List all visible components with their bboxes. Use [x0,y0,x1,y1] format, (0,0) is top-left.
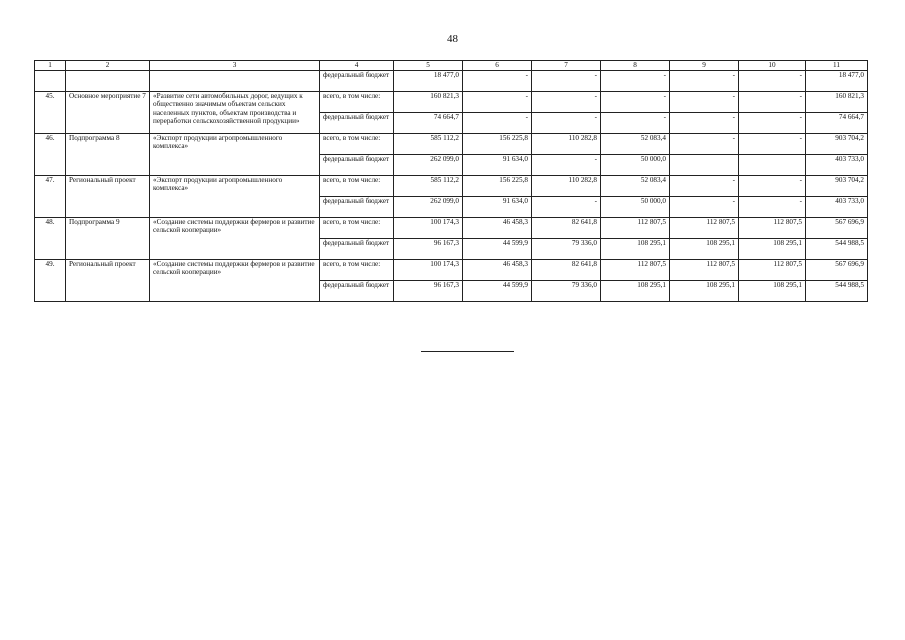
funding-source: федеральный бюджет [320,239,394,260]
col-header-8: 8 [601,61,670,71]
amount-cell: 110 282,8 [532,176,601,197]
funding-source: федеральный бюджет [320,71,394,92]
col-header-4: 4 [320,61,394,71]
amount-cell: 18 477,0 [806,71,868,92]
row-number [35,71,66,92]
funding-source: всего, в том числе: [320,260,394,281]
amount-cell: 112 807,5 [601,218,670,239]
amount-cell: 544 988,5 [806,239,868,260]
amount-cell: - [670,71,739,92]
amount-cell: 44 599,9 [463,281,532,302]
row-description: «Экспорт продукции агропромышленного комплекса» [150,134,320,176]
amount-cell: 403 733,0 [806,155,868,176]
row-name: Основное мероприятие 7 [66,92,150,134]
amount-cell: 112 807,5 [670,260,739,281]
budget-table [34,60,868,302]
amount-cell: 50 000,0 [601,197,670,218]
row-description: «Создание системы поддержки фермеров и развитие сельской кооперации» [150,218,320,260]
amount-cell: 112 807,5 [739,260,806,281]
amount-cell: 110 282,8 [532,134,601,155]
amount-cell: - [670,176,739,197]
amount-cell: 112 807,5 [739,218,806,239]
col-header-5: 5 [394,61,463,71]
row-description: «Экспорт продукции агропромышленного комплекса» [150,176,320,218]
amount-cell: 544 988,5 [806,281,868,302]
table-row [35,134,868,155]
amount-cell: 156 225,8 [463,134,532,155]
amount-cell: - [532,197,601,218]
table-row [35,176,868,197]
row-number: 49. [35,260,66,302]
row-number: 48. [35,218,66,260]
amount-cell: 96 167,3 [394,239,463,260]
row-description: «Создание системы поддержки фермеров и развитие сельской кооперации» [150,260,320,302]
funding-source: всего, в том числе: [320,134,394,155]
amount-cell: - [739,113,806,134]
amount-cell: - [670,92,739,113]
amount-cell: - [739,71,806,92]
amount-cell: - [670,197,739,218]
amount-cell [739,155,806,176]
amount-cell: 567 696,9 [806,218,868,239]
amount-cell: - [463,113,532,134]
amount-cell: 44 599,9 [463,239,532,260]
amount-cell: 108 295,1 [739,239,806,260]
row-description [150,71,320,92]
col-header-3: 3 [150,61,320,71]
amount-cell: 903 704,2 [806,176,868,197]
amount-cell: 91 634,0 [463,155,532,176]
amount-cell: - [670,134,739,155]
col-header-6: 6 [463,61,532,71]
amount-cell: - [739,197,806,218]
funding-source: всего, в том числе: [320,218,394,239]
amount-cell: 52 083,4 [601,176,670,197]
funding-source: всего, в том числе: [320,92,394,113]
amount-cell: - [739,92,806,113]
amount-cell: 52 083,4 [601,134,670,155]
amount-cell: 112 807,5 [601,260,670,281]
amount-cell: 100 174,3 [394,218,463,239]
amount-cell: 108 295,1 [601,281,670,302]
amount-cell: - [739,176,806,197]
table-row [35,260,868,281]
amount-cell: 18 477,0 [394,71,463,92]
funding-source: федеральный бюджет [320,197,394,218]
amount-cell: 91 634,0 [463,197,532,218]
row-number: 47. [35,176,66,218]
amount-cell: 46 458,3 [463,260,532,281]
amount-cell: 79 336,0 [532,281,601,302]
table-row [35,218,868,239]
amount-cell: 567 696,9 [806,260,868,281]
amount-cell: 108 295,1 [601,239,670,260]
header-row [35,61,868,71]
amount-cell: 50 000,0 [601,155,670,176]
amount-cell: - [532,92,601,113]
amount-cell: - [532,155,601,176]
amount-cell: 79 336,0 [532,239,601,260]
amount-cell: 74 664,7 [394,113,463,134]
row-number: 45. [35,92,66,134]
col-header-10: 10 [739,61,806,71]
row-name: Подпрограмма 9 [66,218,150,260]
amount-cell: - [463,92,532,113]
funding-source: федеральный бюджет [320,155,394,176]
amount-cell: - [463,71,532,92]
funding-source: федеральный бюджет [320,113,394,134]
amount-cell: - [670,113,739,134]
amount-cell [670,155,739,176]
table-row [35,71,868,92]
amount-cell: - [601,92,670,113]
funding-source: всего, в том числе: [320,176,394,197]
row-number: 46. [35,134,66,176]
funding-source: федеральный бюджет [320,281,394,302]
amount-cell: 160 821,3 [806,92,868,113]
col-header-2: 2 [66,61,150,71]
amount-cell: 108 295,1 [739,281,806,302]
amount-cell: 903 704,2 [806,134,868,155]
amount-cell: 96 167,3 [394,281,463,302]
col-header-9: 9 [670,61,739,71]
amount-cell: 262 099,0 [394,197,463,218]
row-description: «Развитие сети автомобильных дорог, ведущих к общественно значимым объектам сельских населенных пунктов, объектам производства и переработки сельскохозяйственной продукции» [150,92,320,134]
row-name: Региональный проект [66,260,150,302]
amount-cell: 585 112,2 [394,134,463,155]
col-header-1: 1 [35,61,66,71]
amount-cell: - [532,113,601,134]
amount-cell: 262 099,0 [394,155,463,176]
amount-cell: - [601,71,670,92]
table-body [35,71,868,302]
amount-cell: 108 295,1 [670,281,739,302]
amount-cell: - [532,71,601,92]
col-header-7: 7 [532,61,601,71]
amount-cell: 156 225,8 [463,176,532,197]
end-divider [421,351,514,352]
table-row [35,92,868,113]
col-header-11: 11 [806,61,868,71]
amount-cell: 108 295,1 [670,239,739,260]
page-number: 48 [447,33,458,45]
row-name: Региональный проект [66,176,150,218]
amount-cell: 74 664,7 [806,113,868,134]
amount-cell: 100 174,3 [394,260,463,281]
amount-cell: 82 641,8 [532,218,601,239]
amount-cell: 46 458,3 [463,218,532,239]
row-name [66,71,150,92]
row-name: Подпрограмма 8 [66,134,150,176]
amount-cell: 82 641,8 [532,260,601,281]
amount-cell: - [601,113,670,134]
amount-cell: 112 807,5 [670,218,739,239]
amount-cell: - [739,134,806,155]
amount-cell: 585 112,2 [394,176,463,197]
amount-cell: 403 733,0 [806,197,868,218]
amount-cell: 160 821,3 [394,92,463,113]
